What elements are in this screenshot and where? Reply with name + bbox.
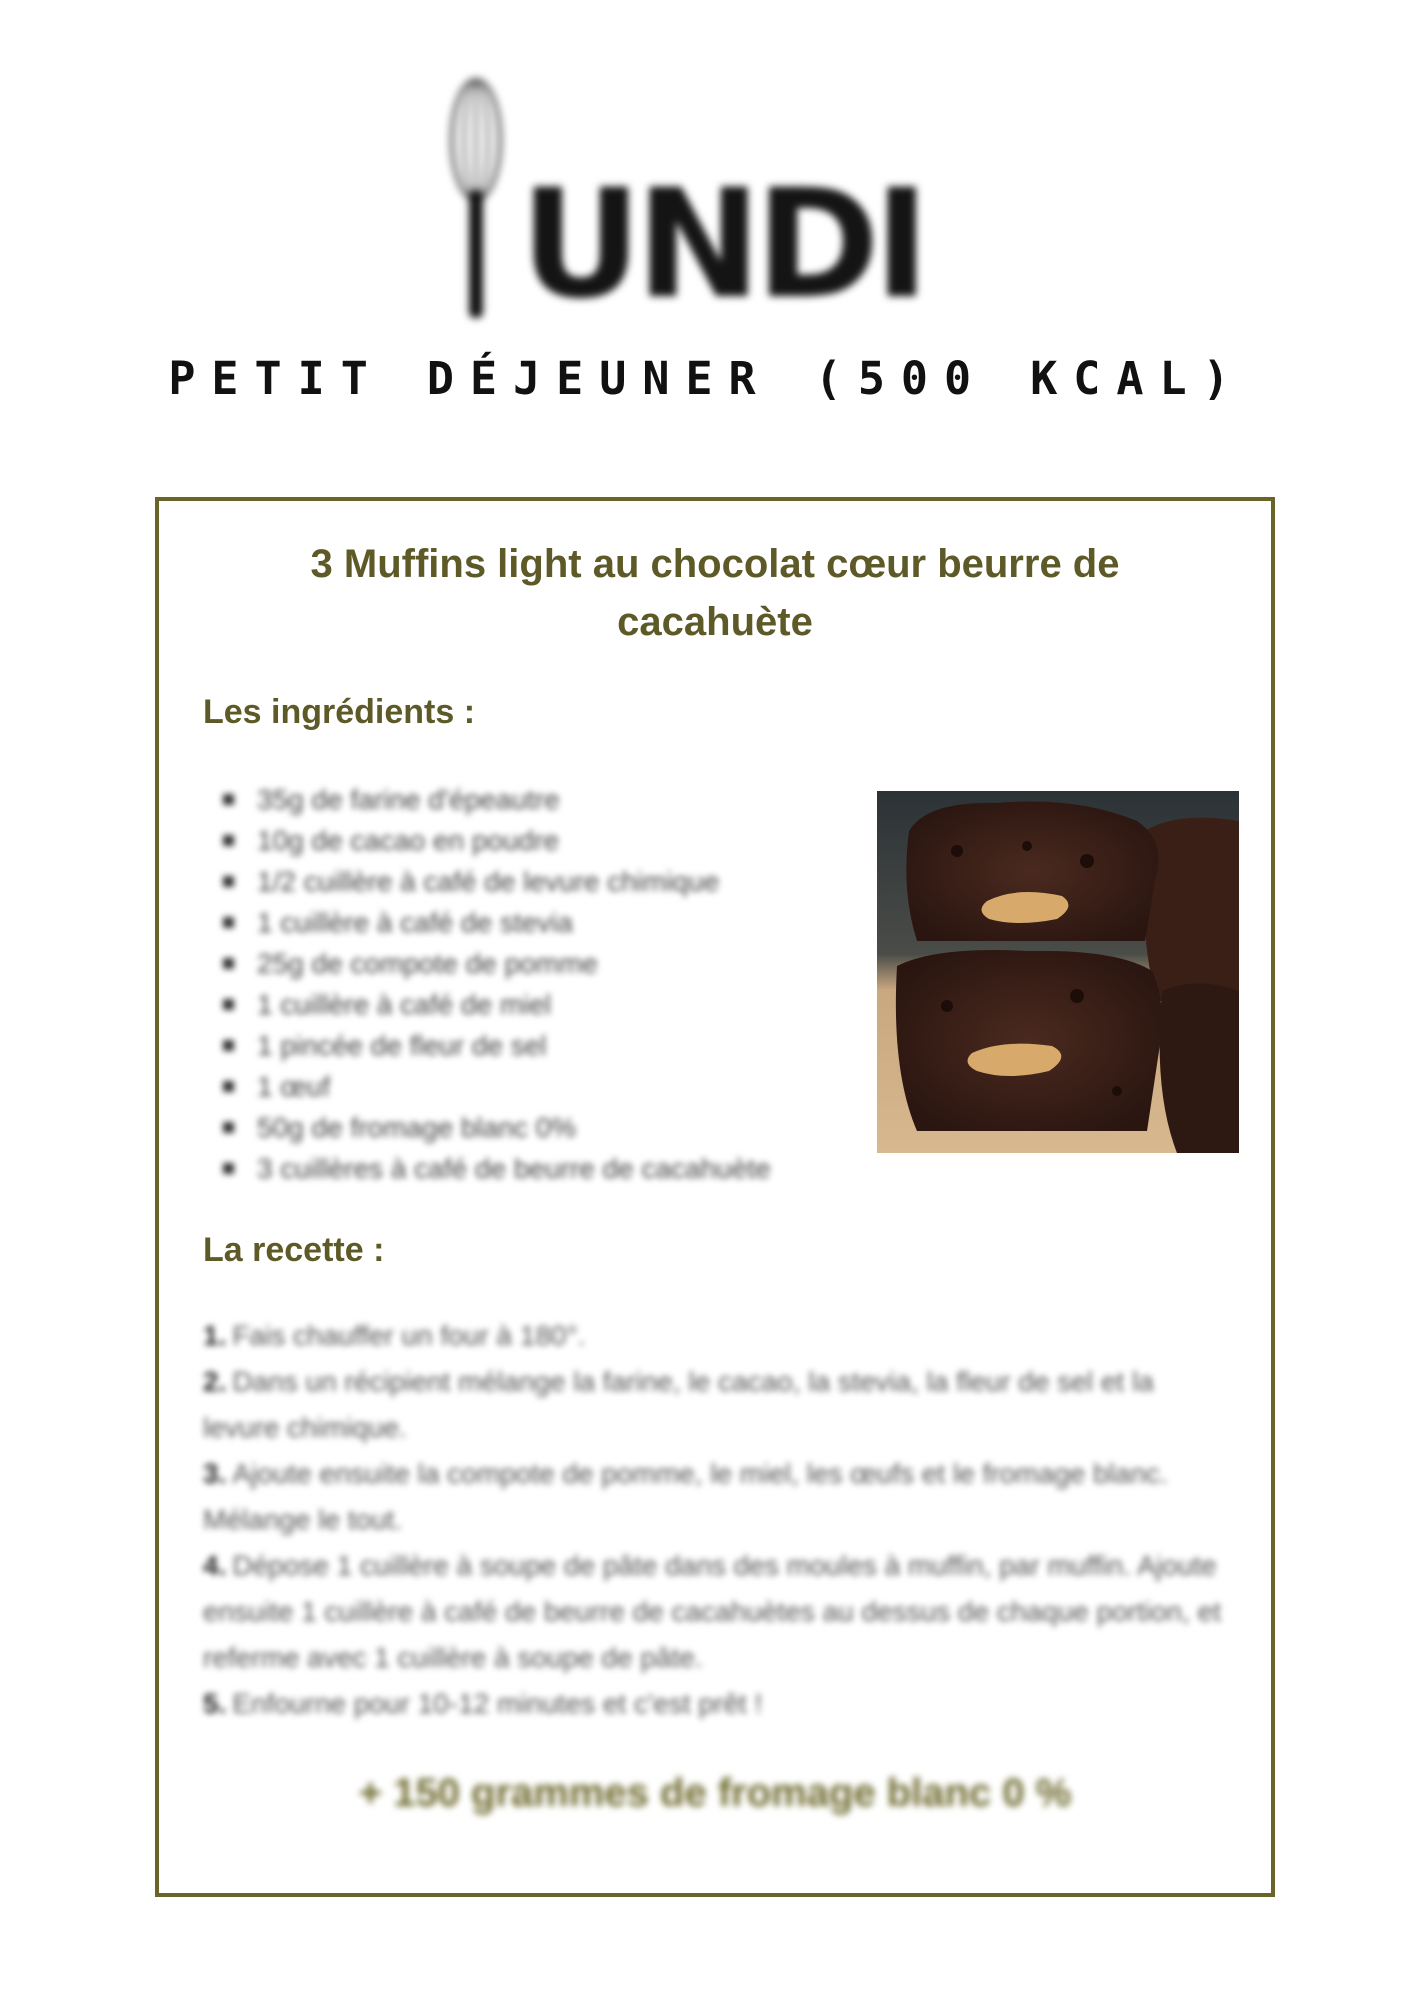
recipe-step: 5. Enfourne pour 10-12 minutes et c'est prêt ! <box>203 1688 763 1719</box>
muffin-photo <box>877 791 1239 1153</box>
recipe-steps-heading: La recette : <box>203 1231 385 1269</box>
recipe-step: 3. Ajoute ensuite la compote de pomme, le miel, les œufs et le fromage blanc. Mélange le tout. <box>203 1458 1168 1535</box>
ingredient-item: 10g de cacao en poudre <box>219 820 771 861</box>
recipe-step: 2. Dans un récipient mélange la farine, le cacao, la stevia, la fleur de sel et la levure chimique. <box>203 1366 1154 1443</box>
ingredient-item: 3 cuillères à café de beurre de cacahuète <box>219 1148 771 1189</box>
brand-logo <box>440 60 924 332</box>
recipe-title <box>219 535 1211 651</box>
recipe-step: 4. Dépose 1 cuillère à soupe de pâte dans des moules à muffin, par muffin. Ajoute ensuite 1 cuillère à café de beurre de cacahuètes au dessus de chaque portion, et referme avec 1 cuillère à soupe de pâte. <box>203 1550 1222 1673</box>
ingredient-item: 1 cuillère à café de miel <box>219 984 771 1025</box>
extra-serving: + 150 grammes de fromage blanc 0 % <box>358 1771 1072 1815</box>
ingredient-item: 35g de farine d'épeautre <box>219 779 771 820</box>
ingredients-heading: Les ingrédients : <box>203 693 476 731</box>
ingredient-item: 50g de fromage blanc 0% <box>219 1107 771 1148</box>
recipe-title-line1: 3 Muffins light au chocolat cœur beurre de <box>310 542 1120 586</box>
recipe-steps <box>203 1313 1223 1727</box>
recipe-title-line2: cacahuète <box>617 600 813 644</box>
ingredient-item: 1/2 cuillère à café de levure chimique <box>219 861 771 902</box>
recipe-card <box>155 497 1275 1897</box>
ingredient-item: 1 cuillère à café de stevia <box>219 902 771 943</box>
logo-text: UNDI <box>520 158 924 332</box>
ingredient-item: 1 œuf <box>219 1066 771 1107</box>
recipe-step: 1. Fais chauffer un four à 180°. <box>203 1320 586 1351</box>
meal-heading: PETIT DÉJEUNER (500 KCAL) <box>168 352 1246 405</box>
ingredient-item: 25g de compote de pomme <box>219 943 771 984</box>
ingredient-item: 1 pincée de fleur de sel <box>219 1025 771 1066</box>
ingredients-list <box>219 779 771 1189</box>
